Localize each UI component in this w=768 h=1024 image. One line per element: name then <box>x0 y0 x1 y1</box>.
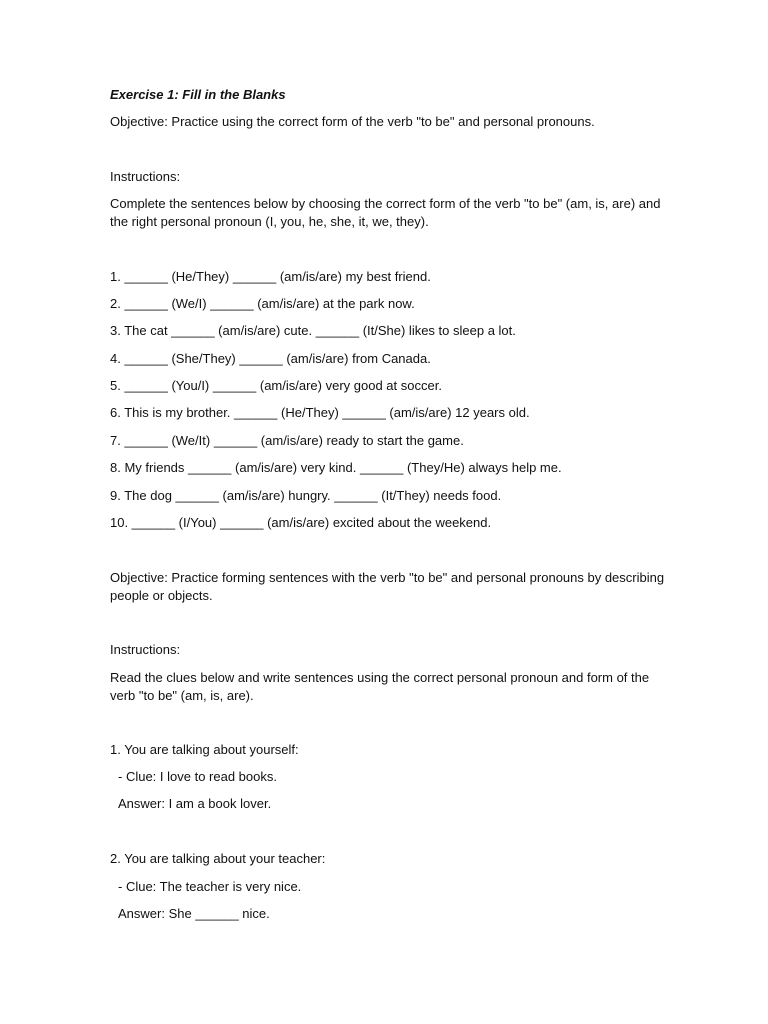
part2-objective: Objective: Practice forming sentences with the verb "to be" and personal pronouns by describing people or objects. <box>110 570 665 603</box>
exercise-item: 9. The dog ______ (am/is/are) hungry. ______ (It/They) needs food. <box>110 488 502 503</box>
exercise-item: 3. The cat ______ (am/is/are) cute. ______ (It/She) likes to sleep a lot. <box>110 323 516 338</box>
part1-instructions-label: Instructions: <box>110 169 181 184</box>
exercise-item: 8. My friends ______ (am/is/are) very kind. ______ (They/He) always help me. <box>110 460 562 475</box>
exercise-item: 4. ______ (She/They) ______ (am/is/are) from Canada. <box>110 351 431 366</box>
part2-instructions-label: Instructions: <box>110 642 181 657</box>
part1-objective: Objective: Practice using the correct form of the verb "to be" and personal pronouns. <box>110 114 595 129</box>
exercise-title: Exercise 1: Fill in the Blanks <box>110 87 286 102</box>
clue-text: - Clue: The teacher is very nice. <box>118 879 302 894</box>
exercise-item: 10. ______ (I/You) ______ (am/is/are) excited about the weekend. <box>110 515 492 530</box>
exercise-item: 6. This is my brother. ______ (He/They) ______ (am/is/are) 12 years old. <box>110 405 530 420</box>
clue-prompt: 1. You are talking about yourself: <box>110 742 299 757</box>
exercise-item: 2. ______ (We/I) ______ (am/is/are) at the park now. <box>110 296 415 311</box>
clue-text: - Clue: I love to read books. <box>118 769 277 784</box>
exercise-item: 5. ______ (You/I) ______ (am/is/are) very good at soccer. <box>110 378 442 393</box>
exercise-item: 1. ______ (He/They) ______ (am/is/are) my best friend. <box>110 269 431 284</box>
part2-instructions-text: Read the clues below and write sentences using the correct personal pronoun and form of the verb "to be" (am, is, are). <box>110 670 650 703</box>
part1-instructions-text: Complete the sentences below by choosing the correct form of the verb "to be" (am, is, are) and the right personal pronoun (I, you, he, she, it, we, they). <box>110 196 661 229</box>
clue-answer: Answer: I am a book lover. <box>118 796 272 811</box>
clue-prompt: 2. You are talking about your teacher: <box>110 851 326 866</box>
exercise-item: 7. ______ (We/It) ______ (am/is/are) ready to start the game. <box>110 433 464 448</box>
clue-answer: Answer: She ______ nice. <box>118 906 270 921</box>
